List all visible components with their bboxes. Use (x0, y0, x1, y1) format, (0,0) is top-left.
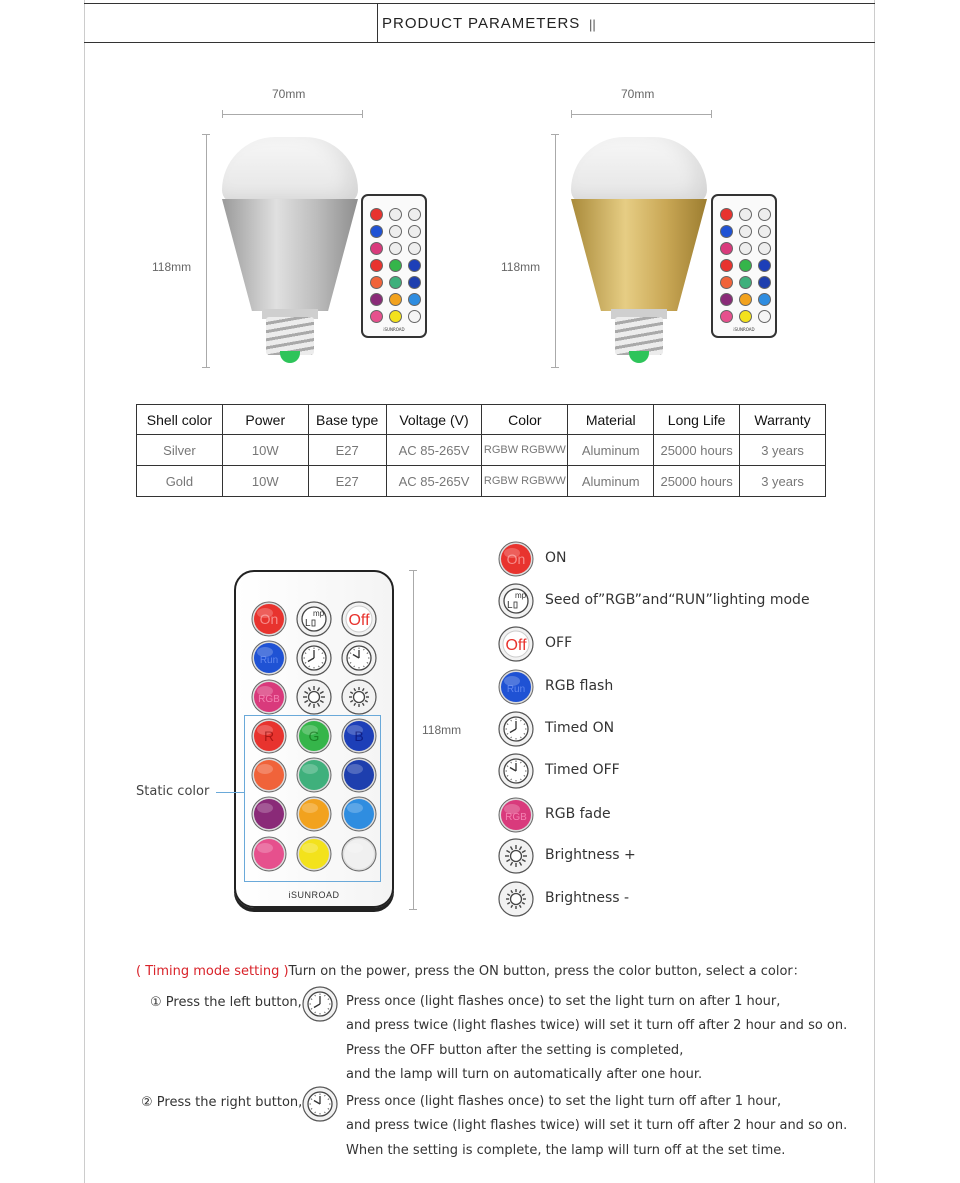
mini-remote-button (739, 310, 752, 323)
mini-remote-button (389, 225, 402, 238)
mini-remote-button (720, 310, 733, 323)
rgb-fade-icon (498, 797, 534, 833)
legend-item (498, 881, 838, 917)
timed-on-button[interactable] (296, 640, 332, 676)
col-long-life: Long Life (654, 405, 740, 435)
height-dimension-line (202, 134, 210, 368)
on-icon (498, 541, 534, 577)
mini-remote-button (389, 208, 402, 221)
timed-on-icon (498, 711, 534, 747)
brightness-up-icon (498, 838, 534, 874)
rgb-flash-icon (498, 669, 534, 705)
brightness-down-icon (498, 881, 534, 917)
svg-text:Off: Off (348, 612, 370, 629)
col-base-type: Base type (308, 405, 386, 435)
cell: E27 (308, 466, 386, 497)
cell: AC 85-265V (386, 466, 482, 497)
legend-item (498, 797, 838, 833)
cell: RGBW RGBWW (482, 435, 568, 466)
width-label: 70mm (272, 87, 306, 101)
col-warranty: Warranty (740, 405, 826, 435)
svg-text:L: L (507, 600, 513, 611)
mini-remote-button (408, 276, 421, 289)
mini-remote-button (389, 293, 402, 306)
legend-item (498, 626, 838, 662)
static-color-box (244, 715, 381, 882)
col-color: Color (482, 405, 568, 435)
mini-remote-button (758, 208, 771, 221)
right-line-2: and press twice (light flashes twice) will set it turn off after 2 hour and so on. (346, 1118, 848, 1133)
clock-off-icon (302, 1086, 338, 1122)
svg-text:B: B (354, 728, 364, 744)
mini-remote-button (720, 242, 733, 255)
mini-remote-button (720, 276, 733, 289)
mini-remote-button (389, 259, 402, 272)
off-icon (498, 626, 534, 662)
svg-text:Off: Off (505, 637, 527, 654)
cell: 25000 hours (654, 466, 740, 497)
legend-label: Timed OFF (545, 762, 620, 778)
mini-remote-button (408, 208, 421, 221)
mini-remote-button (370, 259, 383, 272)
width-dimension-line (571, 110, 712, 118)
legend-label: RGB flash (545, 678, 614, 694)
on-button[interactable] (251, 601, 287, 637)
timed-off-button[interactable] (341, 640, 377, 676)
col-voltage: Voltage (V) (386, 405, 482, 435)
mode-icon (498, 583, 534, 619)
mini-remote-button (370, 310, 383, 323)
legend-item (498, 711, 838, 747)
mini-remote-button (758, 242, 771, 255)
off-button[interactable] (341, 601, 377, 637)
legend-label: Brightness + (545, 847, 636, 863)
cell: 3 years (740, 466, 826, 497)
svg-text:Run: Run (259, 655, 279, 666)
legend-label: Seed of”RGB”and“RUN”lighting mode (545, 592, 810, 608)
svg-text:mp: mp (313, 609, 325, 618)
left-button-label: ① Press the left button, (150, 995, 302, 1010)
mini-remote-button (389, 276, 402, 289)
mini-remote-button (720, 293, 733, 306)
col-shell-color: Shell color (137, 405, 223, 435)
mode-button[interactable] (296, 601, 332, 637)
mini-remote-button (758, 225, 771, 238)
width-dimension-line (222, 110, 363, 118)
cell: 10W (222, 466, 308, 497)
cell: Gold (137, 466, 223, 497)
mini-remote-button (408, 242, 421, 255)
timed-off-icon (498, 753, 534, 789)
mini-remote-button (389, 310, 402, 323)
svg-text:mp: mp (515, 591, 527, 600)
rgb-flash-button[interactable] (251, 640, 287, 676)
legend-label: RGB fade (545, 806, 611, 822)
mini-remote-button (739, 259, 752, 272)
height-label: 118mm (152, 260, 192, 274)
mini-remote-button (389, 242, 402, 255)
mini-remote-button (720, 259, 733, 272)
mini-remote-button (370, 293, 383, 306)
cell: RGBW RGBWW (482, 466, 568, 497)
svg-text:G: G (308, 728, 320, 744)
clock-on-icon (302, 986, 338, 1022)
remote-brand: iSUNROAD (288, 890, 340, 900)
mini-remote-button (408, 293, 421, 306)
section-header (84, 3, 875, 43)
cell: AC 85-265V (386, 435, 482, 466)
legend-label: ON (545, 550, 567, 566)
mini-remote-button (370, 276, 383, 289)
cell: 10W (222, 435, 308, 466)
mini-remote-button (758, 276, 771, 289)
rgb-fade-button[interactable] (251, 679, 287, 715)
legend-item (498, 669, 838, 705)
svg-text:On: On (259, 611, 279, 627)
svg-text:On: On (506, 551, 526, 567)
cell: 3 years (740, 435, 826, 466)
mini-remote-button (758, 310, 771, 323)
table-row (137, 466, 826, 497)
mini-remote-button (758, 293, 771, 306)
mini-remote-button (720, 208, 733, 221)
mini-remote-button (370, 208, 383, 221)
left-line-4: and the lamp will turn on automatically after one hour. (346, 1067, 703, 1082)
legend-label: Brightness - (545, 890, 630, 906)
header-mark: || (589, 17, 596, 32)
section-title: PRODUCT PARAMETERS (382, 15, 581, 32)
legend-item (498, 753, 838, 789)
legend-item (498, 838, 838, 874)
col-power: Power (222, 405, 308, 435)
mini-remote-button (720, 225, 733, 238)
mini-remote-button (370, 225, 383, 238)
spec-table (136, 404, 826, 497)
static-color-leader-line (216, 792, 244, 793)
cell: Aluminum (568, 466, 654, 497)
svg-text:L: L (305, 618, 311, 629)
timing-intro (136, 960, 806, 979)
cell: E27 (308, 435, 386, 466)
mini-remote-button (408, 225, 421, 238)
mini-remote-button (408, 259, 421, 272)
mini-remote-button (739, 208, 752, 221)
left-line-2: and press twice (light flashes twice) will set it turn off after 2 hour and so on. (346, 1018, 848, 1033)
table-row (137, 435, 826, 466)
timing-intro-text: Turn on the power, press the ON button, press the color button, select a color： (288, 964, 806, 979)
small-remote-image (711, 194, 777, 338)
width-label: 70mm (621, 87, 655, 101)
mini-remote-button (739, 276, 752, 289)
height-label: 118mm (501, 260, 541, 274)
mini-remote-button (370, 242, 383, 255)
cell: Aluminum (568, 435, 654, 466)
legend-label: OFF (545, 635, 573, 651)
brightness-up-button[interactable] (296, 679, 332, 715)
mini-remote-button (739, 242, 752, 255)
legend-label: Timed ON (545, 720, 615, 736)
right-line-1: Press once (light flashes once) to set the light turn off after 1 hour, (346, 1094, 782, 1109)
mini-remote-button (408, 310, 421, 323)
static-color-label: Static color (136, 784, 210, 799)
remote-height-label: 118mm (422, 723, 462, 737)
left-line-1: Press once (light flashes once) to set the light turn on after 1 hour, (346, 994, 781, 1009)
height-dimension-line (551, 134, 559, 368)
small-remote-image (361, 194, 427, 338)
header-divider (377, 4, 378, 42)
table-header-row (137, 405, 826, 435)
svg-text:Run: Run (506, 684, 526, 695)
left-line-3: Press the OFF button after the setting is completed, (346, 1043, 684, 1058)
timing-intro-label: ( Timing mode setting ) (136, 964, 289, 979)
mini-remote-button (739, 225, 752, 238)
cell: 25000 hours (654, 435, 740, 466)
legend-item (498, 583, 838, 619)
brightness-down-button[interactable] (341, 679, 377, 715)
small-remote-brand: iSUNROAD (383, 327, 405, 332)
remote-height-dimension-line (409, 570, 417, 910)
small-remote-brand: iSUNROAD (733, 327, 755, 332)
mini-remote-button (758, 259, 771, 272)
svg-text:R: R (263, 728, 275, 744)
mini-remote-button (739, 293, 752, 306)
svg-text:RGB: RGB (505, 812, 527, 823)
svg-text:RGB: RGB (258, 694, 280, 705)
right-button-label: ② Press the right button, (141, 1095, 303, 1110)
cell: Silver (137, 435, 223, 466)
col-material: Material (568, 405, 654, 435)
legend-item (498, 541, 838, 577)
right-line-3: When the setting is complete, the lamp will turn off at the set time. (346, 1143, 786, 1158)
